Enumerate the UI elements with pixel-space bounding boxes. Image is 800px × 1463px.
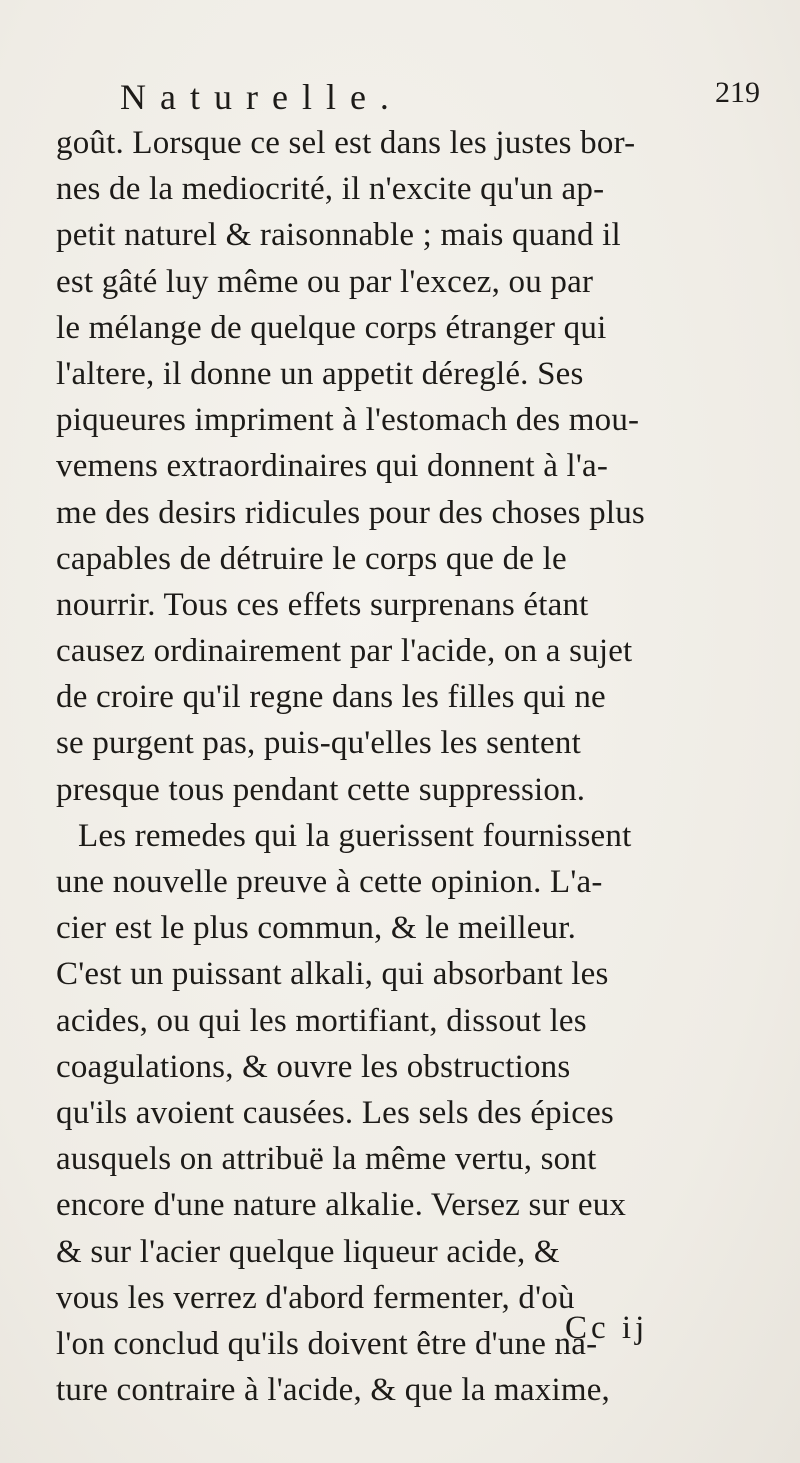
text-line: l'altere, il donne un appetit déreglé. Ses — [56, 355, 584, 392]
text-line: presque tous pendant cette suppression. — [56, 771, 586, 808]
page-header — [120, 76, 760, 116]
text-line: C'est un puissant alkali, qui absorbant les — [56, 956, 609, 993]
text-line: vemens extraordinaires qui donnent à l'a- — [56, 448, 609, 485]
signature-mark: Cc ij — [565, 1310, 649, 1346]
text-line: coagulations, & ouvre les obstructions — [56, 1048, 571, 1085]
text-line: causez ordinairement par l'acide, on a sujet — [56, 633, 633, 670]
text-line: ausquels on attribuë la même vertu, sont — [56, 1141, 597, 1178]
text-line: se purgent pas, puis-qu'elles les sentent — [56, 725, 581, 762]
text-line: nes de la mediocrité, il n'excite qu'un ap- — [56, 171, 605, 208]
text-line: ture contraire à l'acide, & que la maxime, — [56, 1372, 611, 1409]
running-title: Naturelle. — [120, 77, 403, 117]
text-line: & sur l'acier quelque liqueur acide, & — [56, 1233, 560, 1270]
paragraph-start-line: Les remedes qui la guerissent fournissent — [78, 817, 632, 854]
text-line: l'on conclud qu'ils doivent être d'une na- — [56, 1325, 598, 1362]
text-line: me des desirs ridicules pour des choses plus — [56, 494, 645, 531]
text-line: petit naturel & raisonnable ; mais quand il — [56, 217, 621, 254]
text-line: est gâté luy même ou par l'excez, ou par — [56, 263, 594, 300]
text-line: le mélange de quelque corps étranger qui — [56, 309, 607, 346]
text-line: une nouvelle preuve à cette opinion. L'a- — [56, 864, 603, 900]
text-line: capables de détruire le corps que de le — [56, 540, 567, 577]
text-line: goût. Lorsque ce sel est dans les justes bor- — [56, 125, 636, 161]
text-line: vous les verrez d'abord fermenter, d'où — [56, 1279, 575, 1316]
page-number: 219 — [715, 76, 760, 109]
text-line: encore d'une nature alkalie. Versez sur eux — [56, 1187, 627, 1224]
text-line: piqueures impriment à l'estomach des mou- — [56, 402, 640, 439]
text-line: acides, ou qui les mortifiant, dissout les — [56, 1002, 587, 1039]
body-text — [56, 120, 768, 1413]
text-line: de croire qu'il regne dans les filles qui ne — [56, 679, 606, 716]
text-line: qu'ils avoient causées. Les sels des épices — [56, 1094, 614, 1131]
text-line: cier est le plus commun, & le meilleur. — [56, 910, 577, 947]
text-line: nourrir. Tous ces effets surprenans étant — [56, 586, 589, 623]
